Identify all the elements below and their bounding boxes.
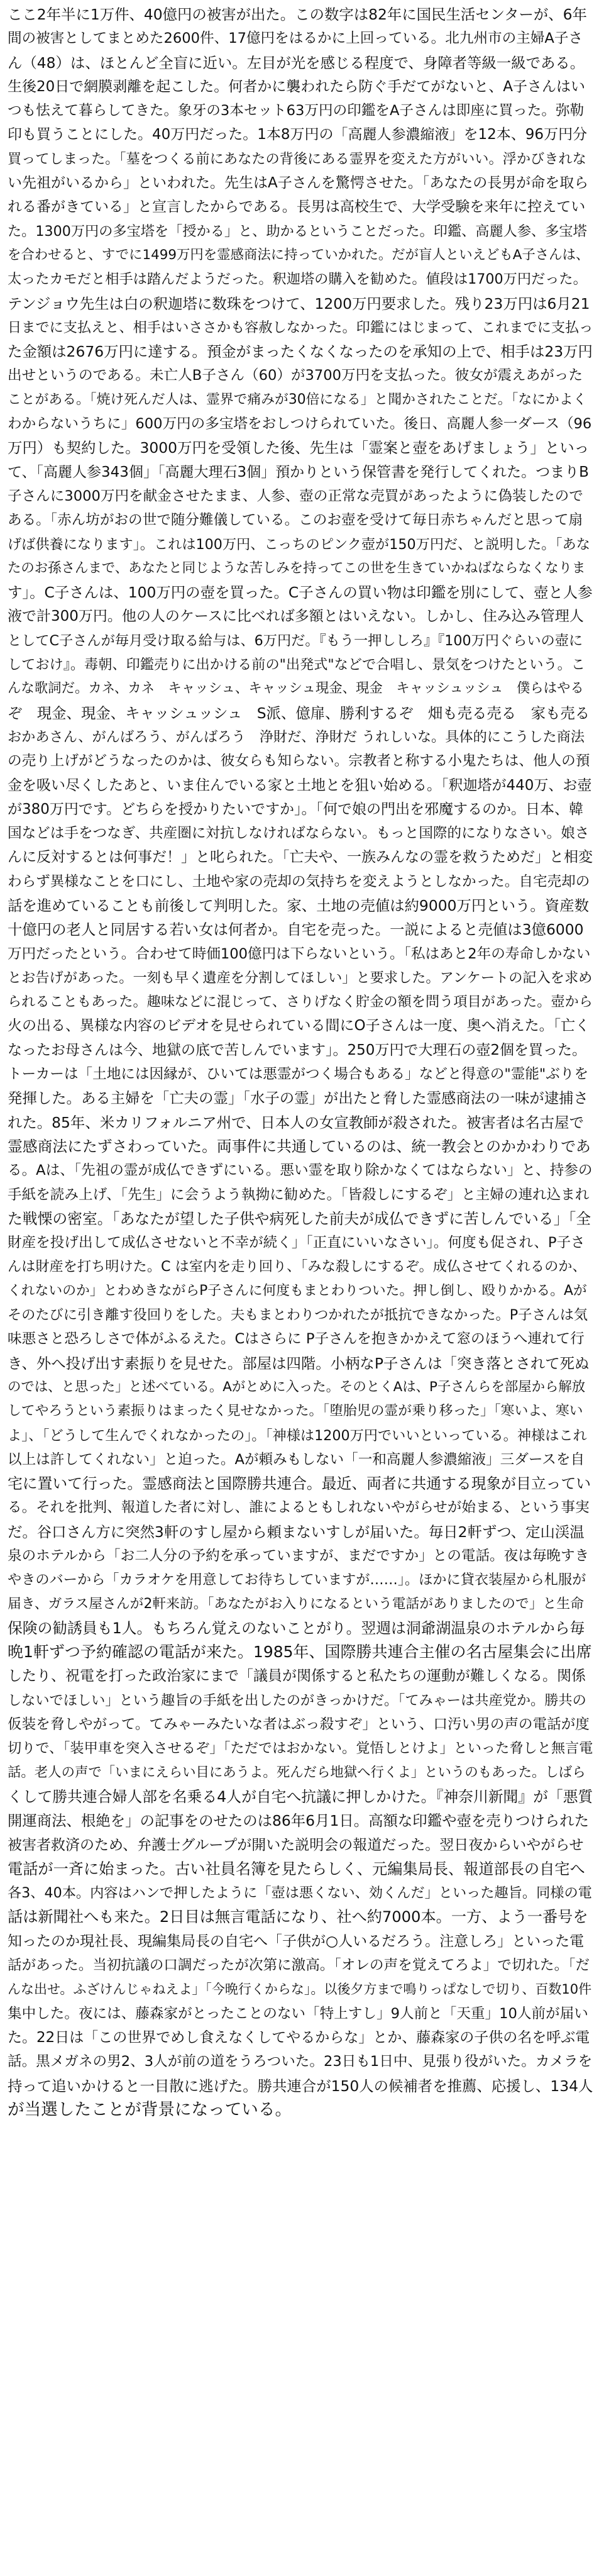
text-line: ん（48）は、ほとんど全盲に近い。左目が光を感じる程度で、身障者等級一級である。 (8, 53, 585, 72)
text-line: くして勝共連合婦人部を名乗る4人が自宅へ抗議に押しかけた。『神奈川新聞』が「悪質 (8, 1787, 593, 1806)
text-line: つも怯えて暮らしてきた。象牙の3本セット63万円の印鑑をA子さんは即座に買った。弥勒 (8, 103, 585, 119)
text-line: よ」、「どうして生んでくれなかったの」。「神様は1200万円でいいといっている。神様はこれ (8, 1427, 587, 1444)
text-line: なったお母さんは今、地獄の底で苦しんでいます」。250万円で大理石の壺2個を買った。 (8, 1041, 587, 1058)
text-line: 話。老人の声で「いまにえらい目にあうよ。死んだら地獄へ行くよ」というのもあった。しばら (8, 1764, 586, 1780)
text-line: 泉のホテルから「お二人分の予約を承っていますが、まだですか」との電話。夜は毎晩すき (8, 1548, 590, 1564)
text-line: 出せというのである。未亡人B子さん（60）が3700万円を支払った。彼女が震えあがった (8, 367, 583, 384)
text-line: ここ2年半に1万件、40億円の被害が出た。この数字は82年に国民生活センターが、6年 (8, 6, 587, 23)
text-line: したり、祝電を打った政治家にまで「議員が関係すると私たちの運動が難しくなる。関係 (8, 1668, 586, 1685)
text-line: そのたびに引き離す役回りをした。夫もまとわりつかれたが抵抗できなかった。P子さんは気 (8, 1307, 588, 1324)
text-line: 各3、40本。内容はハンで押したように「壺は悪くない、効くんだ」といった趣旨。同様の電 (8, 1885, 592, 1902)
text-line: 日までに支払えと、相手はいささかも容赦しなかった。印鑑にはじまって、これまでに支払っ (8, 319, 593, 336)
text-line: 持って追いかけると一目散に逃げた。勝共連合が150人の候補者を推薦、応援し、134人 (8, 2077, 593, 2095)
text-line: す」。C子さんは、100万円の壺を買った。C子さんの買い物は印鑑を別にして、壺と人参 (8, 584, 593, 602)
text-line: 届き、ガラス屋さんが2軒来訪。「あなたがお入りになるという電話がありましたので」と生命 (8, 1596, 584, 1612)
text-line: 話があった。当初抗議の口調だったが次第に激高。「オレの声を覚えてろよ」で切れた。「だ (8, 1957, 590, 1974)
text-line: 十億円の老人と同居する若い女は何者か。自宅を売った。一説によると売値は3億6000 (8, 921, 584, 939)
text-line: わらず異様なことを口にし、土地や家の売却の気持ちを変えようとしなかった。自宅売却の (8, 873, 590, 890)
text-line: トーカーは「土地には因縁が、ひいては悪霊がつく場合もある」などと得意の"霊能"ぶりを (8, 1066, 589, 1083)
text-line: る。それを批判、報道した者に対し、誰によるともしれないやがらせが始まる、という事実 (8, 1499, 590, 1516)
text-line: としてC子さんが毎月受け取る給与は、6万円だ。『もう一押ししろ』『100万円ぐらいの壺に (8, 632, 583, 649)
text-line: テンジョウ先生は白の釈迦塔に数珠をつけて、1200万円要求した。残り23万円は6月21 (8, 294, 590, 313)
text-line: れる番がきている」と宣言したからである。長男は高校生で、大学受験を来年に控えてい (8, 199, 586, 216)
article-body (8, 3, 593, 2122)
text-line: を合わせると、すでに1499万円を霊感商法に持っていかれた。だが盲人といえどもA子さんは、 (8, 247, 590, 263)
text-line: れた。85年、米カリフォルニア州で、日本人の女宣教師が殺された。被害者は名古屋で (8, 1113, 584, 1131)
text-line: してやろうという素振りはまったく見せなかった。「堕胎児の霊が乗り移った」「寒いよ、寒い (8, 1403, 583, 1419)
text-line: た金額は2676万円に達する。預金がまったくなくなったのを承知の上で、相手は23万円 (8, 343, 593, 361)
text-line: たのお孫さんまで、あなたと同じような苦しみを持ってこの世を生きていかねばならなくなりま (8, 560, 586, 576)
text-line: だ。谷口さん方に突然3軒のすし屋から頼まないすしが届いた。毎日2軒ずつ、定山渓温 (8, 1523, 585, 1541)
text-line: 液で計300万円。他の人のケースに比べれば多額とはいえない。しかし、住み込み管理人 (8, 608, 584, 625)
text-line: のでは、と思った」と述べている。Aがとめに入った。そのとくAは、P子さんらを部屋から解放 (8, 1379, 586, 1395)
text-line: 話は新聞社へも来た。2日目は無言電話になり、社へ約7000本。一方、よう一番号を (8, 1908, 588, 1926)
text-line: 味悪さと恐ろしさで体がふるえた。Cはさらに P子さんを抱きかかえて窓のほうへ連れて行 (8, 1331, 585, 1348)
text-line: 子さんに3000万円を献金させたまま、人参、壺の正常な売買があったように偽装したので (8, 487, 583, 504)
text-line: 霊感商法にたずさわっていた。両事件に共通しているのは、統一教会とのかかわりであ (8, 1137, 591, 1155)
text-line: 被害者救済のため、弁護士グループが開いた説明会の報道だった。翌日夜からいやがらせ (8, 1836, 584, 1853)
text-line: 切りで、「装甲車を突入させるぞ」「ただではおかない。覚悟しとけよ」といった脅しと無言電 (8, 1740, 593, 1757)
text-line: 話。黒メガネの男2、3人が前の道をうろついた。23日も1日中、見張り役がいた。カメラを (8, 2053, 593, 2070)
text-line: 万円）も契約した。3000万円を受領した後、先生は「霊案と壺をあげましょう」といっ (8, 439, 589, 457)
text-line: 手紙を読み上げ、「先生」に会うよう執拗に勧めた。「皆殺しにするぞ」と主婦の連れ込まれ (8, 1186, 590, 1203)
text-line: 国などは手をつなぎ、共産圏に対抗しなければならない。もっと国際的になりなさい。娘さ (8, 825, 590, 842)
text-line: 財産を投げ出して成仏させないと不幸が続く」「正直にいいなさい」。何度も促され、P子さ (8, 1235, 585, 1252)
text-line: くれないのか」とわめきながらP子さんに何度もまとわりついた。押し倒し、殴りかかる。Aが (8, 1282, 587, 1299)
text-line: 仮装を脅しやがって。てみゃーみたいな者はぶっ殺すぞ」という、口汚い男の声の電話が度 (8, 1716, 590, 1733)
text-line: んに反対するとは何事だ！」と叱られた。「亡夫や、一族みんなの霊を救うためだ」と相変 (8, 849, 593, 866)
text-line: とお告げがあった。一刻も早く遺産を分割してほしい」と要求した。アンケートの記入を求め (8, 969, 593, 986)
text-line: 印も買うことにした。40万円だった。1本8万円の「高麗人参濃縮液」を12本、96万円分 (8, 126, 588, 143)
text-line: た。1300万円の多宝塔を「授かる」と、助かるということだった。印鑑、高麗人参、多宝塔 (8, 223, 587, 240)
text-line: ある。「赤ん坊がおの世で随分難儀している。このお壺を受けて毎日赤ちゃんだと思って扇 (8, 512, 583, 529)
text-line: 開運商法、根絶を」の記事をのせたのは86年6月1日。高額な印鑑や壺を売りつけられた (8, 1812, 589, 1830)
text-line: が380万円です。どちらを授かりたいですか」。「何で娘の門出を邪魔するのか。日本、韓 (8, 801, 584, 818)
text-line: げば供養になります」。これは100万円、こっちのピンク壺が150万円だ、と説明した。「あな (8, 536, 590, 553)
text-line: 保険の勧誘員も1人。もちろん覚えのないことがり。翌週は洞爺湖温泉のホテルから毎 (8, 1619, 585, 1637)
text-line: ことがある。「焼け死んだ人は、霊界で痛みが30倍になる」と聞かされたことだ。「なにかよく (8, 391, 587, 408)
text-line: の売り上げがどうなったのかは、彼女らも知らない。宗教者と称する小鬼たちは、他人の預 (8, 753, 590, 770)
text-line: 宅に置いて行った。霊感商法と国際勝共連合。最近、両者に共通する現象が目立ってい (8, 1475, 591, 1493)
text-line: て、「高麗人参343個」「高麗大理石3個」預かりという保管書を発行してくれた。つまりB (8, 464, 589, 480)
text-line: 知ったのか現社長、現編集局長の自宅へ「子供が○人いるだろう。注意しろ」といった電 (8, 1933, 585, 1950)
text-line: んな歌詞だ。カネ、カネ キャッシュ、キャッシュ現金、現金 キャッシュッシュ 僕らはやる (8, 680, 584, 697)
text-line: い先祖がいるから」といわれた。先生はA子さんを驚愕させた。「あなたの長男が命を取ら (8, 175, 589, 192)
text-line: た戦慄の密室。「あなたが望した子供や病死した前夫が成仏できずに苦しんでいる」「全 (8, 1209, 591, 1228)
text-line: 晩1軒ずつ予約確認の電話が来た。1985年、国際勝共連合主催の名古屋集会に出席 (8, 1643, 592, 1662)
text-line: 太ったカモだと相手は踏んだようだった。釈迦塔の購入を勧めた。値段は1700万円だった。 (8, 271, 587, 288)
text-line: 買ってしまった。「墓をつくる前にあなたの背後にある霊界を変えた方がいい。浮かびきれな (8, 150, 586, 167)
text-line: 話を進めていることも前後して判明した。家、土地の売値は約9000万円という。資産数 (8, 896, 589, 914)
text-line: 発揮した。ある主婦を「亡夫の霊」「水子の霊」が出たと脅した霊感商法の一味が逮捕さ (8, 1089, 588, 1108)
text-line: ぞ 現金、現金、キャッシュッシュ S派、億扉、勝利するぞ 畑も売る売る 家も売る (8, 704, 590, 722)
text-line: 電話が一斉に始まった。古い社員名簿を見たらしく、元編集局長、報道部長の自宅へ (8, 1860, 585, 1878)
text-line: た。22日は「この世界でめし食えなくしてやるからな」とか、藤森家の子供の名を呼ぶ電 (8, 2029, 590, 2046)
text-line: 火の出る、異様な内容のビデオを見せられている間にO子さんは一度、奥へ消えた。「亡く (8, 1018, 590, 1035)
text-line: んな出せ。ふざけんじゃねえよ」「今晩行くからな」。以後夕方まで鳴りっぱなしで切り、百数10件 (8, 1982, 592, 1997)
text-line: わからないうちに」600万円の多宝塔をおしつけられていた。後日、高麗人参一ダース（96 (8, 416, 592, 433)
text-line: 金を吸い尽くしたあと、いま住んでいる家と土地とを狙い始める。「釈迦塔が440万、お壺 (8, 777, 592, 794)
text-line: 集中した。夜には、藤森家がとったことのない「特上すし」9人前と「天重」10人前が届い (8, 2005, 588, 2022)
text-line: やきのバーから「カラオケを用意してお待ちしていますが……」。ほかに貸衣装屋から札服が (8, 1572, 586, 1589)
text-line: 以上は許してくれない」と迫った。Aが頼みもしない「一和高麗人参濃縮液」三ダースを自 (8, 1451, 585, 1468)
text-line: が当選したことが背景になっている。 (8, 2099, 292, 2119)
text-line: しておけ』。毒朝、印鑑売りに出かける前の"出発式"などで合唱し、景気をつけたという。こ (8, 657, 585, 674)
text-line: しないでほしい」という趣旨の手紙を出したのがきっかけだ。「てみゃーは共産党か。勝共の (8, 1692, 586, 1709)
text-line: んは財産を打ち明けた。C は室内を走り回り、「みな殺しにするぞ。成仏させてくれるのか、 (8, 1258, 586, 1275)
text-line: る。Aは、「先祖の霊が成仏できずにいる。悪い霊を取り除かなくてはならない」と、持参の (8, 1162, 593, 1179)
text-line: られることもあった。趣味などに混じって、さりげなく貯金の額を問う項目があった。壺から (8, 994, 593, 1011)
text-line: 万円だったという。合わせて時価100億円は下らないという。「私はあと2年の寿命しかない (8, 945, 591, 962)
text-line: おかあさん、がんばろう、がんばろう 浄財だ、浄財だ うれしいな。具体的にこうした商法 (8, 728, 585, 745)
text-line: 生後20日で網膜剥離を起こした。何者かに襲われたら防ぐ手だてがないと、A子さんはい (8, 78, 586, 95)
text-line: き、外へ投げ出す素振りを見せた。部屋は四階。小柄なP子さんは「突き落とされて死ぬ (8, 1354, 590, 1372)
text-line: 間の被害としてまとめた2600件、17億円をはるかに上回っている。北九州市の主婦A子さ (8, 30, 583, 47)
